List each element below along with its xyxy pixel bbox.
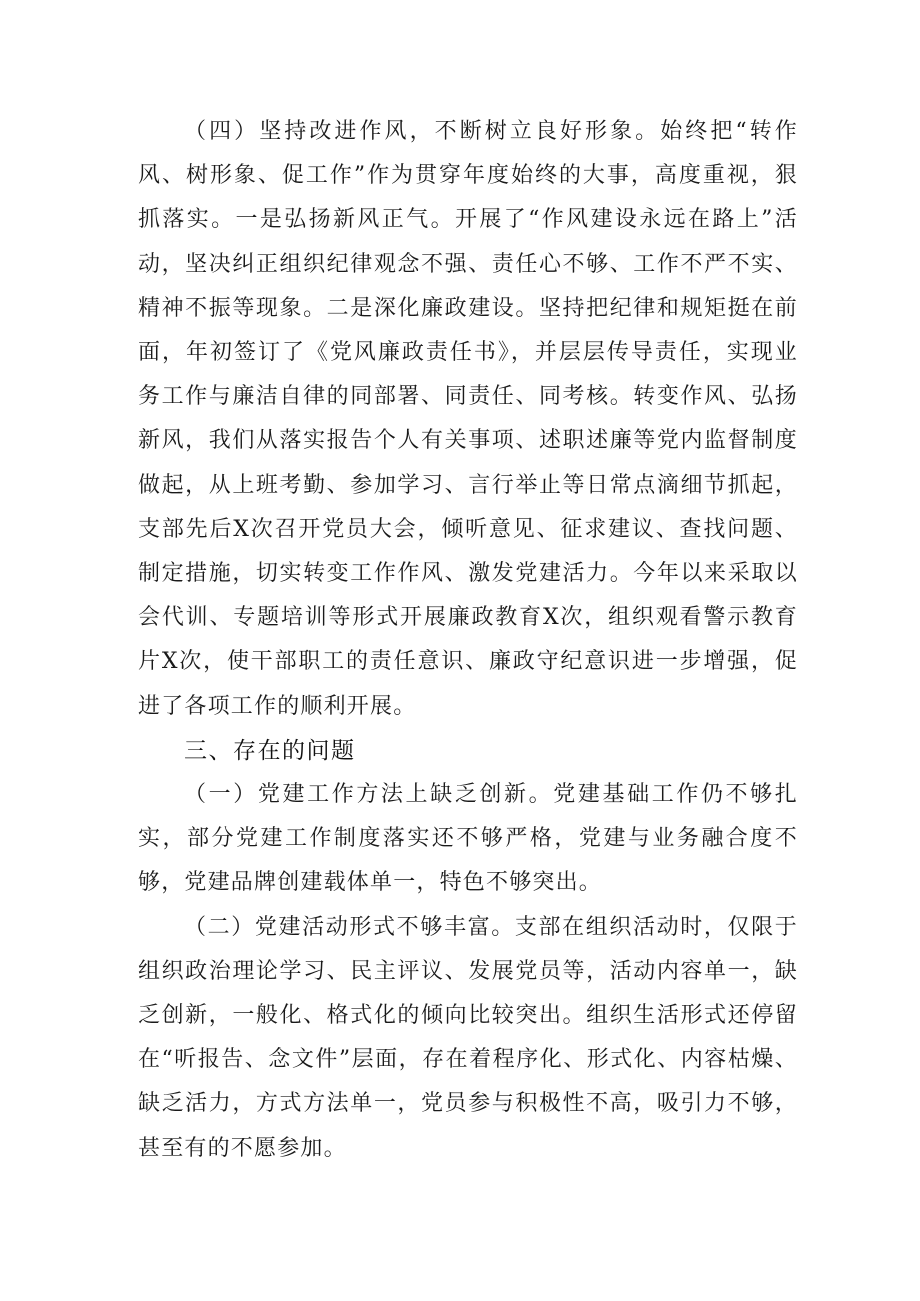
paragraph-problem-one: （一）党建工作方法上缺乏创新。党建基础工作仍不够扎实，部分党建工作制度落实还不够严格，党建与业务融合度不够，党建品牌创建载体单一，特色不够突出。 — [138, 782, 798, 896]
section-heading-existing-problems: 三、存在的问题 — [184, 737, 356, 764]
paragraph-problem-two: （二）党建活动形式不够丰富。支部在组织活动时，仅限于组织政治理论学习、民主评议、发展党员等，活动内容单一，缺乏创新，一般化、格式化的倾向比较突出。组织生活形式还停留在“听报告、念文件”层面，存在着程序化、形式化、内容枯燥、缺乏活力，方式方法单一，党员参与积极性不高，吸引力不够，甚至有的不愿参加。 — [138, 914, 798, 1161]
document-body — [138, 110, 798, 1171]
paragraph-improve-work-style: （四）坚持改进作风，不断树立良好形象。始终把“转作风、树形象、促工作”作为贯穿年度始终的大事，高度重视，狠抓落实。一是弘扬新风正气。开展了“作风建设永远在路上”活动，坚决纠正组织纪律观念不强、责任心不够、工作不严不实、精神不振等现象。二是深化廉政建设。坚持把纪律和规矩挺在前面，年初签订了《党风廉政责任书》，并层层传导责任，实现业务工作与廉洁自律的同部署、同责任、同考核。转变作风、弘扬新风，我们从落实报告个人有关事项、述职述廉等党内监督制度做起，从上班考勤、参加学习、言行举止等日常点滴细节抓起，支部先后X次召开党员大会，倾听意见、征求建议、查找问题、制定措施，切实转变工作作风、激发党建活力。今年以来采取以会代训、专题培训等形式开展廉政教育X次，组织观看警示教育片X次，使干部职工的责任意识、廉政守纪意识进一步增强，促进了各项工作的顺利开展。 — [138, 119, 798, 719]
